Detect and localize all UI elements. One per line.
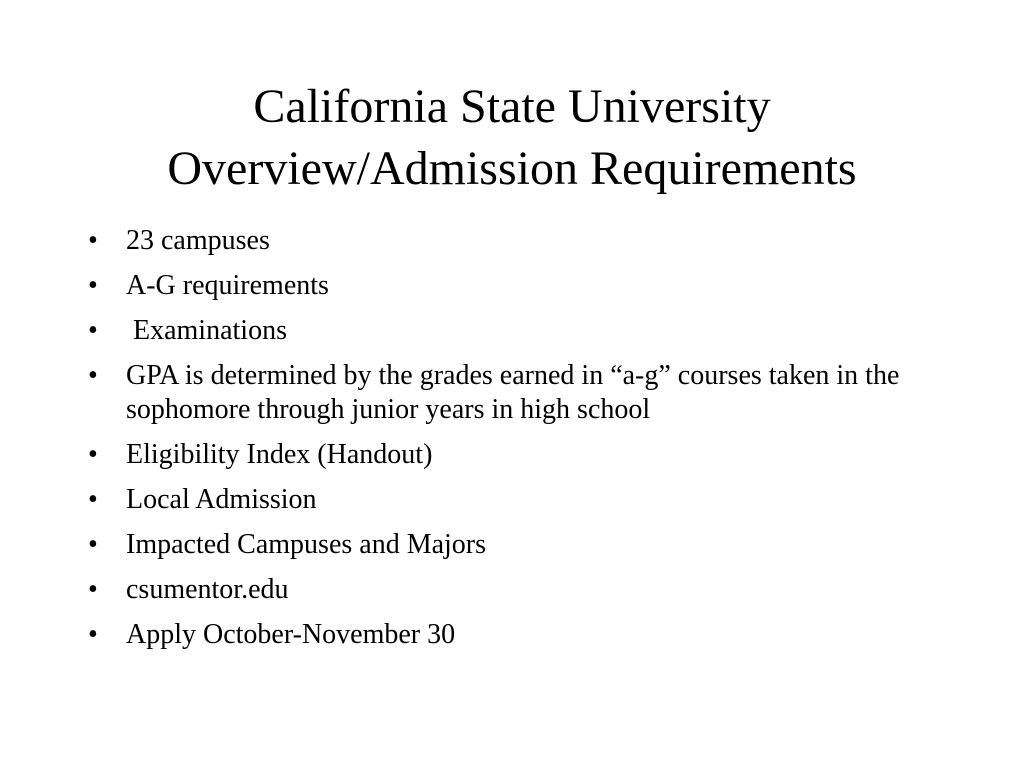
bullet-icon: • xyxy=(88,270,98,301)
bullet-text: Examinations xyxy=(126,315,287,346)
title-line-1: California State University xyxy=(253,80,771,133)
bullet-icon: • xyxy=(88,574,98,605)
slide-title xyxy=(60,76,964,200)
bullet-icon: • xyxy=(88,484,98,515)
bullet-item-apply-dates xyxy=(0,618,1024,652)
bullet-text: A-G requirements xyxy=(126,270,329,301)
bullet-text: Eligibility Index (Handout) xyxy=(126,439,433,470)
bullet-icon: • xyxy=(88,225,98,256)
bullet-item-csumentor xyxy=(0,573,1024,607)
bullet-text: 23 campuses xyxy=(126,225,270,256)
bullet-text: csumentor.edu xyxy=(126,574,289,605)
bullet-item-local-admission xyxy=(0,483,1024,517)
bullet-list xyxy=(0,224,1024,663)
bullet-icon: • xyxy=(88,619,98,650)
bullet-item-impacted-campuses xyxy=(0,528,1024,562)
bullet-text: Apply October-November 30 xyxy=(126,619,456,650)
bullet-text: GPA is determined by the grades earned in “a-g” courses taken in the sophomore through junior years in high school xyxy=(126,360,907,425)
bullet-item-eligibility-index xyxy=(0,438,1024,472)
bullet-text: Local Admission xyxy=(126,484,317,515)
bullet-icon: • xyxy=(88,439,98,470)
bullet-item-ag-requirements xyxy=(0,269,1024,303)
bullet-icon: • xyxy=(88,529,98,560)
bullet-item-campuses xyxy=(0,224,1024,258)
bullet-icon: • xyxy=(88,360,98,391)
bullet-item-gpa xyxy=(0,359,1024,427)
bullet-item-examinations xyxy=(0,314,1024,348)
title-line-2: Overview/Admission Requirements xyxy=(167,142,857,195)
bullet-text: Impacted Campuses and Majors xyxy=(126,529,487,560)
bullet-icon: • xyxy=(88,315,98,346)
